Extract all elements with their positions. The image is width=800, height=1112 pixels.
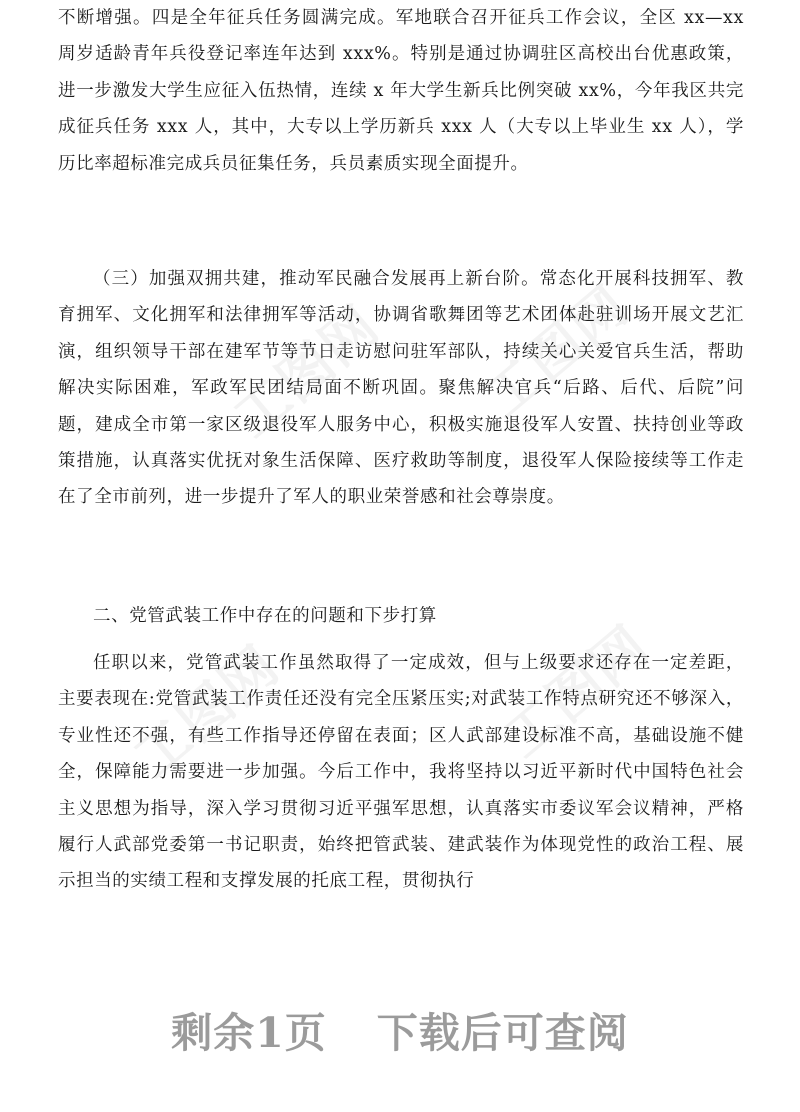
download-to-view-label: 下载后可查阅 — [376, 1009, 629, 1057]
remaining-pages-label: 剩余1页 — [171, 1009, 327, 1057]
paragraph-2-text: （三）加强双拥共建，推动军民融合发展再上新台阶。常态化开展科技拥军、教育拥军、文化拥军和法律拥军等活动，协调省歌舞团等艺术团体赴驻训场开展文艺汇演，组织领导干部在建军节等节日走访慰问驻军部队，持续关心关爱官兵生活，帮助解决实际困难，军政军民团结局面不断巩固。聚焦解决官兵“后路、后代、后院”问题，建成全市第一家区级退役军人服务中心，积极实施退役军人安置、扶持创业等政策措施，认真落实优抚对象生活保障、医疗救助等制度，退役军人保险接续等工作走在了全市前列，进一步提升了军人的职业荣誉感和社会尊崇度。 — [58, 269, 744, 508]
paragraph-1 — [58, 0, 744, 182]
paragraph-1-text: 不断增强。四是全年征兵任务圆满完成。军地联合召开征兵工作会议，全区 xx—xx 周岁适龄青年兵役登记率连年达到 xxx%。特别是通过协调驻区高校出台优惠政策，进一步激发大学生应征入伍热情，连续 x 年大学生新兵比例突破 xx%，今年我区共完成征兵任务 xxx 人，其中，大专以上学历新兵 xxx 人（大专以上毕业生 xx 人），学历比率超标准完成兵员征集任务，兵员素质实现全面提升。 — [58, 8, 744, 174]
paragraph-3-text: 任职以来，党管武装工作虽然取得了一定成效，但与上级要求还存在一定差距，主要表现在:党管武装工作责任还没有完全压紧压实;对武装工作特点研究还不够深入，专业性还不强，有些工作指导还停留在表面；区人武部建设标准不高，基础设施不健全，保障能力需要进一步加强。今后工作中，我将坚持以习近平新时代中国特色社会主义思想为指导，深入学习贯彻习近平强军思想，认真落实市委议军会议精神，严格履行人武部党委第一书记职责，始终把管武装、建武装作为体现党性的政治工程、展示担当的实绩工程和支撑发展的托底工程，贯彻执行 — [58, 653, 744, 892]
watermark: 工图网 — [491, 613, 662, 770]
section-heading: 二、党管武装工作中存在的问题和下步打算 — [93, 606, 437, 626]
paragraph-3 — [58, 645, 744, 900]
download-banner[interactable] — [0, 1000, 800, 1059]
watermark: 工图网 — [471, 273, 642, 430]
watermark: 工图网 — [121, 633, 292, 790]
paragraph-2 — [58, 261, 744, 516]
watermark: 工图网 — [221, 293, 392, 450]
